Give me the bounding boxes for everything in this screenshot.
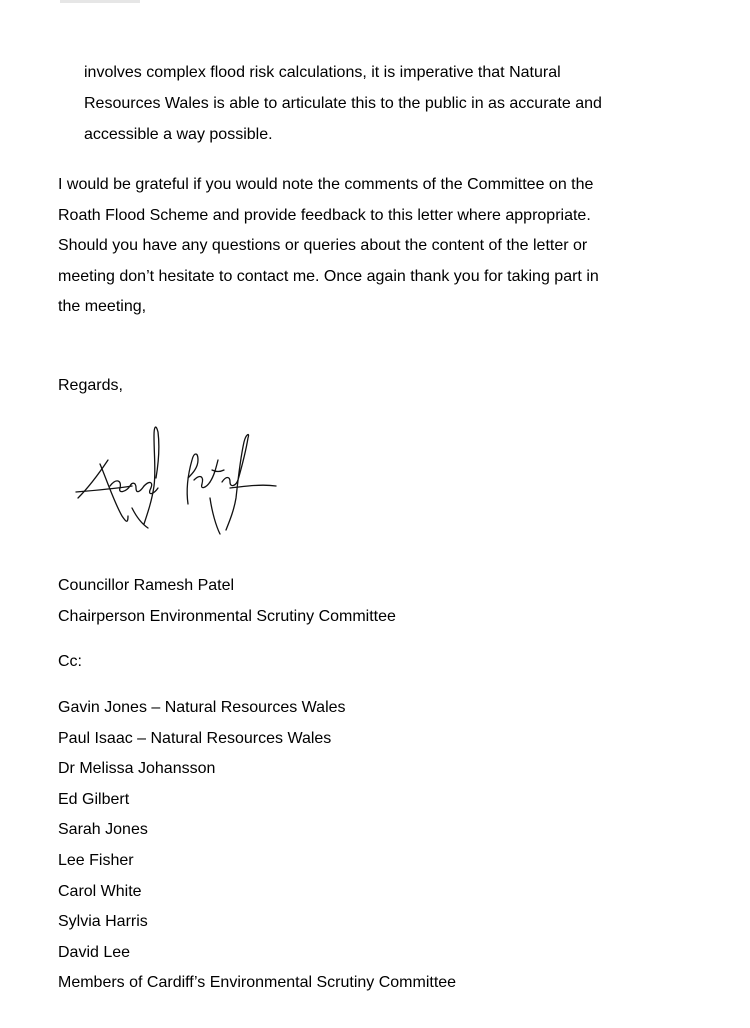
cc-recipient: Carol White	[58, 882, 142, 900]
page-top-edge	[60, 0, 140, 3]
cc-recipient: Sarah Jones	[58, 821, 148, 839]
salutation: Regards,	[58, 377, 123, 394]
cc-list	[58, 693, 456, 999]
indented-line: Resources Wales is able to articulate this to the public in as accurate and	[84, 95, 602, 112]
paragraph-line: meeting don’t hesitate to contact me. Once again thank you for taking part in	[58, 267, 599, 285]
signer-name: Councillor Ramesh Patel	[58, 577, 235, 594]
paragraph-line: the meeting,	[58, 298, 147, 315]
paragraph-line: I would be grateful if you would note the comments of the Committee on the	[58, 176, 594, 193]
cc-recipient: Lee Fisher	[58, 851, 134, 869]
cc-label: Cc:	[58, 653, 82, 670]
paragraph-line: Roath Flood Scheme and provide feedback to this letter where appropriate.	[58, 206, 591, 224]
cc-recipient: Gavin Jones – Natural Resources Wales	[58, 699, 346, 716]
indented-line: involves complex flood risk calculations, it is imperative that Natural	[84, 64, 561, 81]
indented-line: accessible a way possible.	[84, 126, 273, 143]
signer-block	[58, 571, 396, 632]
cc-recipient: Members of Cardiff’s Environmental Scrutiny Committee	[58, 974, 457, 992]
paragraph-line: Should you have any questions or queries about the content of the letter or	[58, 237, 588, 254]
cc-recipient: Paul Isaac – Natural Resources Wales	[58, 729, 332, 747]
closing-paragraph	[58, 170, 718, 323]
signer-title: Chairperson Environmental Scrutiny Committee	[58, 607, 396, 625]
cc-recipient: Sylvia Harris	[58, 913, 148, 931]
cc-recipient: David Lee	[58, 943, 131, 961]
cc-recipient: Dr Melissa Johansson	[58, 760, 216, 778]
signature-icon	[70, 420, 285, 540]
cc-recipient: Ed Gilbert	[58, 790, 130, 808]
indented-paragraph	[84, 57, 704, 150]
